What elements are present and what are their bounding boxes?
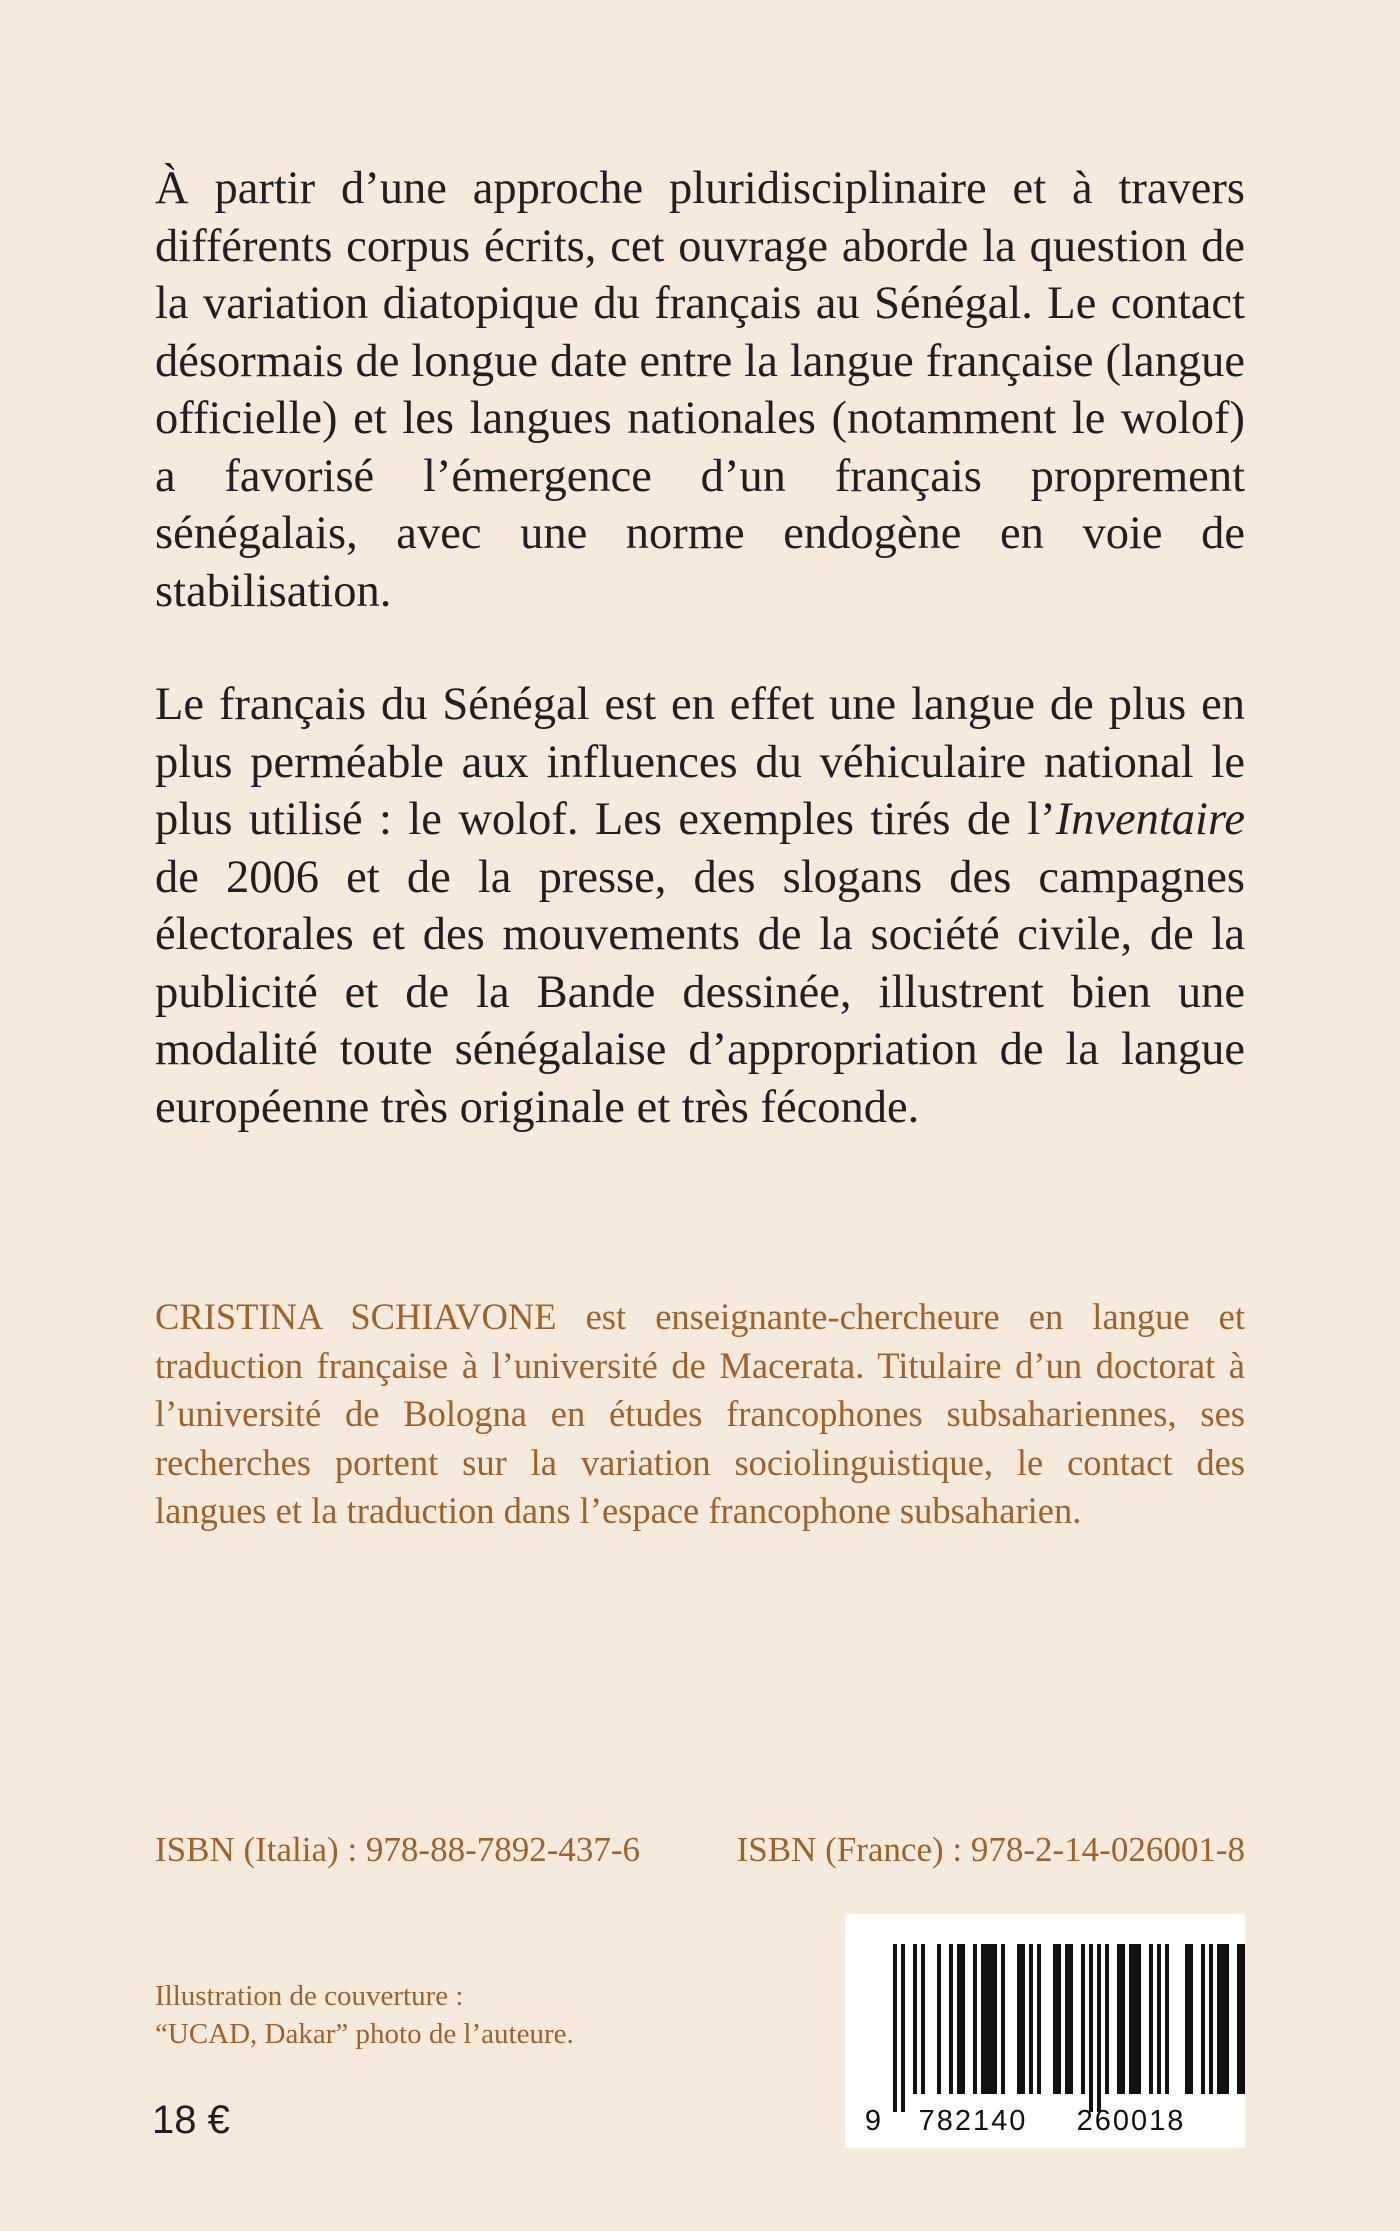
barcode-digits-right: 260018	[1076, 2105, 1186, 2137]
barcode-bar	[1097, 1944, 1101, 2112]
barcode-bar	[1157, 1944, 1161, 2094]
cover-credit-line-1: Illustration de couverture :	[155, 1980, 464, 2012]
barcode-bar	[1149, 1944, 1153, 2094]
inventaire-title: Inventaire	[1055, 794, 1245, 845]
barcode-bar	[1089, 1944, 1093, 2112]
barcode-bar	[973, 1944, 977, 2094]
barcode-bar	[1185, 1944, 1193, 2094]
barcode-bar	[1117, 1944, 1125, 2094]
barcode-bar	[893, 1944, 897, 2112]
barcode-bar	[937, 1944, 941, 2094]
barcode-bar	[1105, 1944, 1109, 2094]
barcode-bars	[893, 1944, 1245, 2112]
price: 18 €	[152, 2098, 230, 2142]
barcode-bar	[1129, 1944, 1141, 2094]
barcode-graphic	[845, 1914, 1245, 2148]
ean-barcode	[845, 1914, 1245, 2148]
description-paragraph-1: À partir d’une approche pluridisciplinaire et à travers différents corpus écrits, cet ouvrage aborde la question de la variation diatopique du français au Sénégal. Le contact désormais de longue date entre la langue française (langue officielle) et les langues nationales (notamment le wolof) a favorisé l’émergence d’un français proprement sénégalais, avec une norme endogène en voie de stabilisation.	[155, 163, 1245, 617]
barcode-bar	[949, 1944, 953, 2094]
barcode-bar	[1209, 1944, 1213, 2094]
barcode-digits-left: 782140	[918, 2105, 1028, 2137]
description-paragraph-2	[155, 676, 1245, 1136]
barcode-bar	[1065, 1944, 1073, 2094]
barcode-bar	[901, 1944, 905, 2112]
barcode-bar	[957, 1944, 965, 2094]
barcode-bar	[1237, 1944, 1245, 2094]
paragraph-2-part-1: Le français du Sénégal est en effet une langue de plus en plus perméable aux influences du véhiculaire national le plus utilisé : le wolof. Les exemples tirés de l’	[155, 679, 1245, 845]
barcode-bar	[981, 1944, 997, 2094]
barcode-bar	[1001, 1944, 1005, 2094]
barcode-digit-first: 9	[864, 2105, 882, 2137]
barcode-bar	[1165, 1944, 1169, 2094]
barcode-bar	[921, 1944, 925, 2094]
barcode-bar	[1029, 1944, 1033, 2094]
cover-credit-line-2: “UCAD, Dakar” photo de l’auteure.	[155, 2018, 574, 2050]
barcode-bar	[1217, 1944, 1229, 2094]
barcode-bar	[1081, 1944, 1085, 2094]
barcode-bar	[1037, 1944, 1041, 2094]
isbn-france: ISBN (France) : 978-2-14-026001-8	[736, 1830, 1245, 1869]
barcode-bar	[1201, 1944, 1205, 2094]
isbn-italia: ISBN (Italia) : 978-88-7892-437-6	[155, 1830, 641, 1869]
cover-credit	[155, 1977, 574, 2053]
barcode-bar	[913, 1944, 917, 2094]
paragraph-2-part-2: de 2006 et de la presse, des slogans des campagnes électorales et des mouvements de la société civile, de la publicité et de la Bande dessinée, illustrent bien une modalité toute sénégalaise d’appropriation de la langue européenne très originale et très féconde.	[155, 851, 1245, 1133]
barcode-bar	[1017, 1944, 1025, 2094]
barcode-bar	[1053, 1944, 1061, 2094]
author-bio: CRISTINA SCHIAVONE est enseignante-chercheure en langue et traduction française à l’université de Macerata. Titulaire d’un doctorat à l’université de Bologna en études francophones subsahariennes, ses recherches portent sur la variation sociolinguistique, le contact des langues et la traduction dans l’espace francophone subsaharien.	[155, 1296, 1245, 1531]
